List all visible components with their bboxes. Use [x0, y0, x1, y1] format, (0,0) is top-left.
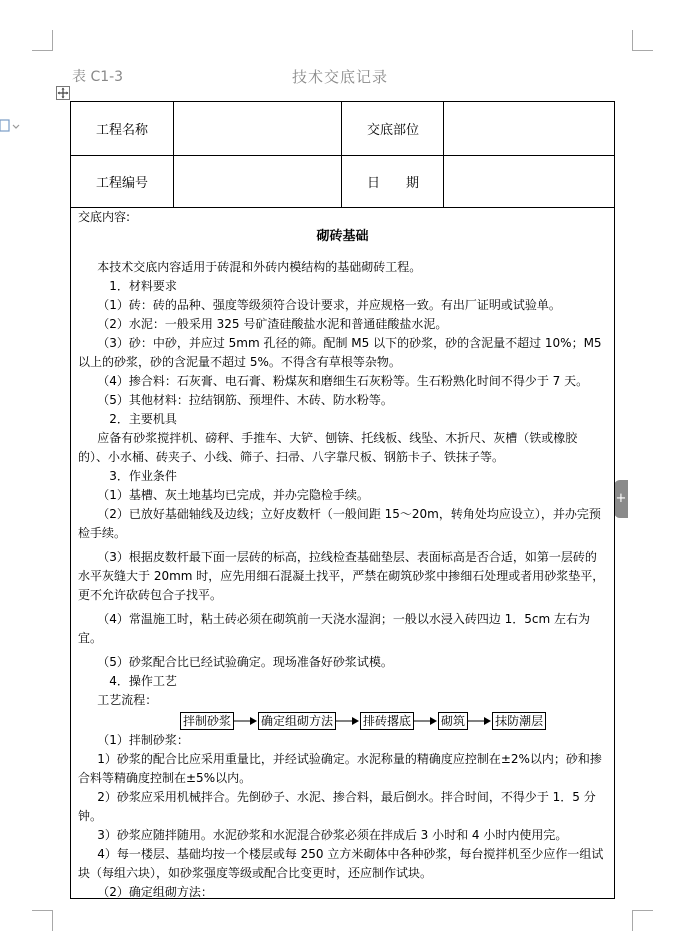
arrow-right-icon: [234, 716, 258, 726]
row-project-name: [71, 102, 614, 156]
handover-part-field[interactable]: [444, 102, 614, 155]
paragraph: （3）根据皮数杆最下面一层砖的标高，拉线检查基础垫层、表面标高是否合适，如第一层砖的水平灰缝大于 20mm 时，应先用细石混凝土找平，严禁在砌筑砂浆中掺细石处理或者用砂浆垫平，更不允许砍砖包合子找平。: [78, 550, 605, 602]
handover-part-label: 交底部位: [342, 102, 444, 155]
side-panel-toggle[interactable]: +: [614, 480, 628, 518]
paragraph: （2）水泥：一般采用 325 号矿渣硅酸盐水泥和普通硅酸盐水泥。: [97, 317, 448, 331]
crop-mark-top-left: [32, 30, 53, 51]
row-project-no: [71, 156, 614, 208]
paragraph: 3）砂浆应随拌随用。水泥砂浆和水泥混合砂浆必须在拌成后 3 小时和 4 小时内使用完。: [97, 828, 568, 842]
content-label: 交底内容:: [78, 210, 131, 224]
project-no-field[interactable]: [174, 156, 342, 207]
project-name-field[interactable]: [174, 102, 342, 155]
date-field[interactable]: [444, 156, 614, 207]
crop-mark-top-right: [632, 30, 653, 51]
content-title: 砌砖基础: [316, 229, 369, 244]
flow-step: 拌制砂浆: [180, 712, 234, 730]
project-no-label: 工程编号: [71, 156, 174, 207]
section-heading: 1．材料要求: [109, 279, 177, 293]
section-heading: 3．作业条件: [109, 469, 177, 483]
handover-record-table: [70, 101, 615, 899]
paragraph: 4）每一楼层、基础均按一个楼层或每 250 立方米砌体中各种砂浆，每台搅拌机至少应作一组试块（每组六块），如砂浆强度等级或配合比变更时，还应制作试块。: [78, 847, 604, 880]
paragraph: （5）其他材料：拉结钢筋、预埋件、木砖、防水粉等。: [97, 393, 393, 407]
paragraph: 本技术交底内容适用于砖混和外砖内模结构的基础砌砖工程。: [97, 260, 422, 274]
form-title: 技术交底记录: [292, 68, 389, 86]
crop-mark-bottom-right: [632, 910, 653, 931]
paragraph: （1）拌制砂浆：: [97, 733, 189, 747]
flow-step: 抹防潮层: [492, 712, 546, 730]
paragraph: （1）基槽、灰土地基均已完成，并办完隐检手续。: [97, 488, 369, 502]
paragraph: （4）常温施工时，粘土砖必须在砌筑前一天浇水湿润；一般以水浸入砖四边 1．5cm 左右为宜。: [78, 612, 591, 645]
paragraph: （2）确定组砌方法：: [97, 885, 213, 899]
date-label: 日 期: [342, 156, 444, 207]
paragraph: 应备有砂浆搅拌机、磅秤、手推车、大铲、刨锛、托线板、线坠、木折尺、灰槽（铁或橡胶的）、小水桶、砖夹子、小线、筛子、扫帚、八字靠尺板、钢筋卡子、铁抹子等。: [78, 431, 578, 464]
form-code: 表 C1-3: [72, 69, 124, 85]
paragraph: 2）砂浆应采用机械拌合。先倒砂子、水泥、掺合料，最后倒水。拌合时间，不得少于 1．5 分钟。: [78, 790, 596, 823]
paragraph: （2）已放好基础轴线及边线；立好皮数杆（一般间距 15～20m，转角处均应设立），并办完预检手续。: [78, 507, 601, 540]
paragraph: （5）砂浆配合比已经试验确定。现场准备好砂浆试模。: [97, 655, 393, 669]
table-move-handle-icon[interactable]: [56, 86, 70, 100]
arrow-right-icon: [336, 716, 360, 726]
arrow-right-icon: [414, 716, 438, 726]
section-heading: 4．操作工艺: [109, 674, 177, 688]
crop-mark-bottom-left: [32, 910, 53, 931]
paragraph: （1）砖：砖的品种、强度等级须符合设计要求，并应规格一致。有出厂证明或试验单。: [97, 298, 561, 312]
handover-content-area[interactable]: [71, 208, 614, 902]
paragraph: （3）砂：中砂，并应过 5mm 孔径的筛。配制 M5 以下的砂浆，砂的含泥量不超过 10%；M5 以上的砂浆，砂的含泥量不超过 5%。不得含有草根等杂物。: [78, 336, 602, 369]
arrow-right-icon: [468, 716, 492, 726]
section-heading: 2．主要机具: [109, 412, 177, 426]
flow-step: 排砖撂底: [360, 712, 414, 730]
paragraph: 1）砂浆的配合比应采用重量比，并经试验确定。水泥称量的精确度应控制在±2%以内；砂和掺合料等精确度控制在±5%以内。: [78, 752, 602, 785]
paragraph: （4）掺合料：石灰膏、电石膏、粉煤灰和磨细生石灰粉等。生石粉熟化时间不得少于 7 天。: [97, 374, 589, 388]
project-name-label: 工程名称: [71, 102, 174, 155]
paste-options-icon[interactable]: [0, 118, 20, 134]
flow-step: 确定组砌方法: [258, 712, 336, 730]
flow-step: 砌筑: [438, 712, 468, 730]
process-flow: [180, 711, 607, 731]
paragraph: 工艺流程：: [97, 693, 158, 707]
